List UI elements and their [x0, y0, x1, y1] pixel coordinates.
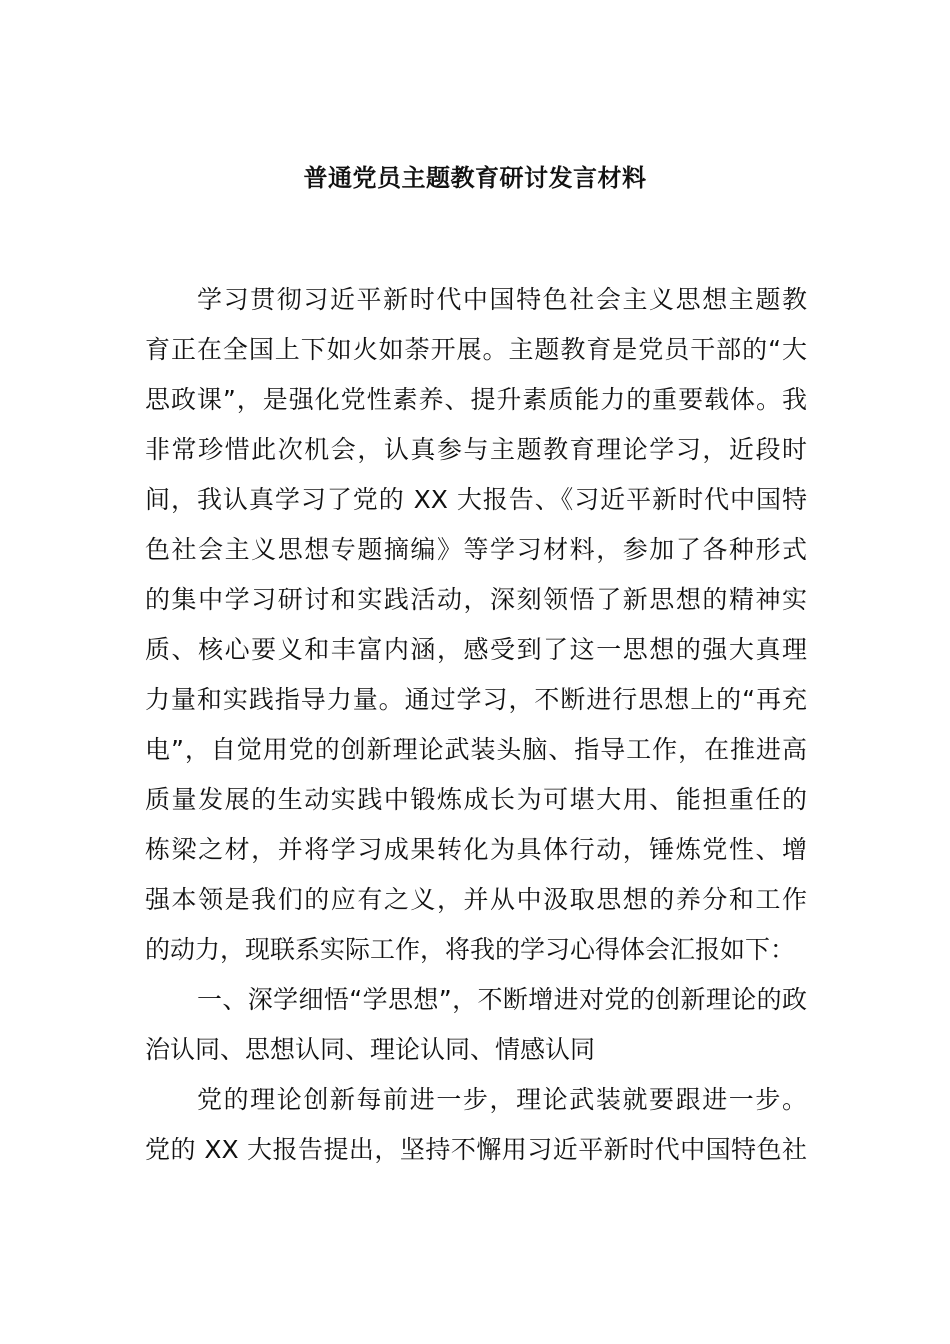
paragraph-line: 质量发展的生动实践中锻炼成长为可堪大用、能担重任的	[145, 785, 807, 814]
section-heading-line: 一、深学细悟“学思想”，不断增进对党的创新理论的政	[197, 985, 807, 1014]
paragraph-line: 的动力，现联系实际工作，将我的学习心得体会汇报如下：	[145, 935, 796, 964]
paragraph-line: 间，我认真学习了党的 XX 大报告、《习近平新时代中国特	[145, 485, 807, 514]
paragraph-line: 质、核心要义和丰富内涵，感受到了这一思想的强大真理	[145, 635, 807, 664]
paragraph-line: 力量和实践指导力量。通过学习，不断进行思想上的“再充	[145, 685, 807, 714]
paragraph-line: 电”，自觉用党的创新理论武装头脑、指导工作，在推进高	[145, 735, 807, 764]
paragraph-line: 育正在全国上下如火如荼开展。主题教育是党员干部的“大	[145, 335, 807, 364]
document-title: 普通党员主题教育研讨发言材料	[303, 164, 647, 192]
paragraph-line: 栋梁之材，并将学习成果转化为具体行动，锤炼党性、增	[145, 835, 807, 864]
document-body	[145, 275, 807, 1175]
paragraph-line: 强本领是我们的应有之义，并从中汲取思想的养分和工作	[145, 885, 807, 914]
paragraph-line: 党的 XX 大报告提出，坚持不懈用习近平新时代中国特色社	[145, 1135, 807, 1164]
paragraph-line: 非常珍惜此次机会，认真参与主题教育理论学习，近段时	[145, 435, 807, 464]
paragraph-line: 色社会主义思想专题摘编》等学习材料，参加了各种形式	[145, 535, 807, 564]
paragraph-line: 思政课”，是强化党性素养、提升素质能力的重要载体。我	[145, 385, 807, 414]
section-heading-line: 治认同、思想认同、理论认同、情感认同	[145, 1035, 596, 1064]
paragraph-line: 学习贯彻习近平新时代中国特色社会主义思想主题教	[197, 285, 807, 314]
paragraph-line: 的集中学习研讨和实践活动，深刻领悟了新思想的精神实	[145, 585, 807, 614]
paragraph-line: 党的理论创新每前进一步，理论武装就要跟进一步。	[197, 1085, 807, 1114]
